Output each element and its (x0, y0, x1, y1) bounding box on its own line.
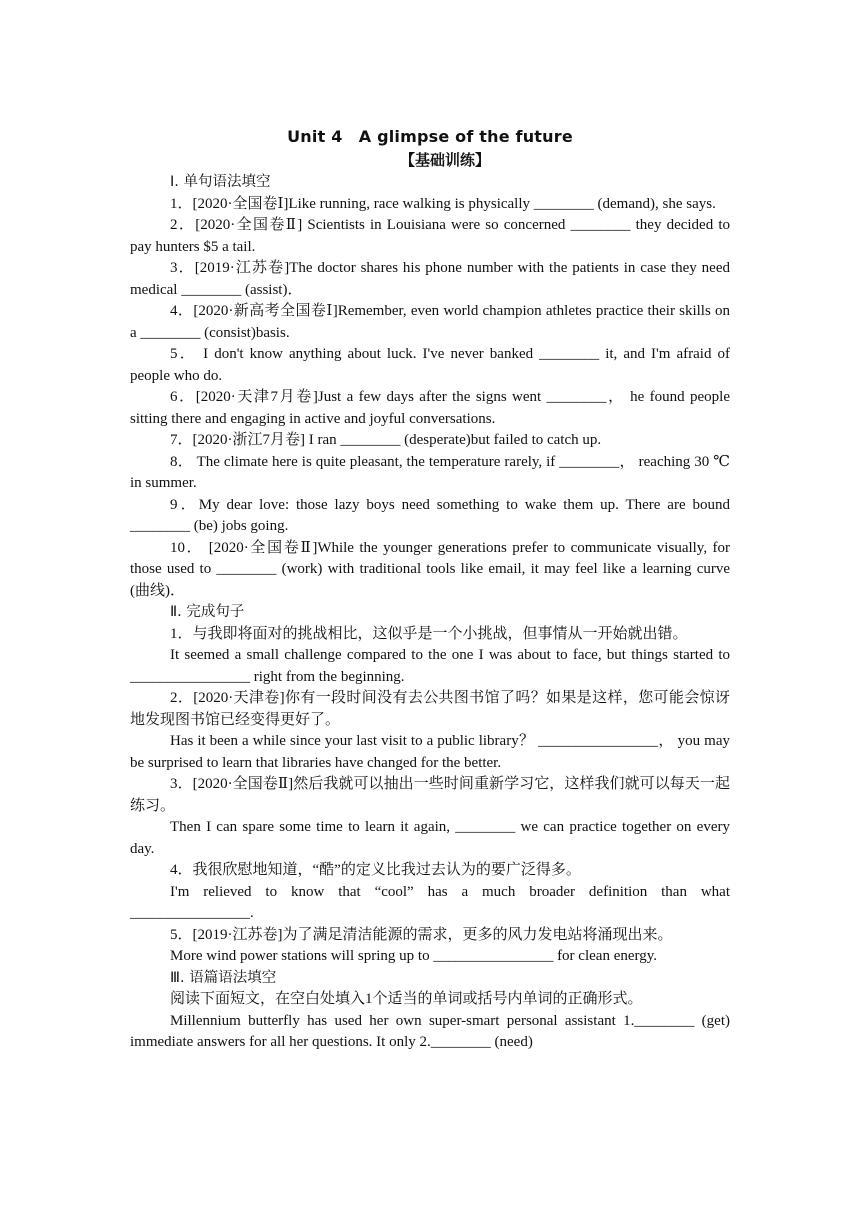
passage-text: Millennium butterfly has used her own super-smart personal assistant 1.________ (get) immediate answers for all her questions. It only 2.________ (need) (130, 1012, 730, 1050)
section-heading-3: Ⅲ. 语篇语法填空 (170, 969, 277, 986)
sentence-chinese: 1．与我即将面对的挑战相比，这似乎是一个小挑战，但事情从一开始就出错。 (170, 625, 688, 642)
sentence-english: I'm relieved to know that “cool” has a much broader definition than what ________________. (130, 883, 730, 921)
section-heading-2: Ⅱ. 完成句子 (170, 604, 245, 620)
page-subtitle: 【基础训练】 (399, 150, 490, 169)
sentence-english: It seemed a small challenge compared to the one I was about to face, but things started to ________________ right from the beginning. (130, 647, 730, 685)
section-instruction: 阅读下面短文，在空白处填入1个适当的单词或括号内单词的正确形式。 (170, 991, 643, 1007)
question-item: 5． I don't know anything about luck. I've never banked ________ it, and I'm afraid of people who do. (130, 346, 730, 384)
question-item: 3．[2019·江苏卷]The doctor shares his phone number with the patients in case they need medical ________ (assist)． (130, 260, 730, 298)
sentence-english: Has it been a while since your last visit to a public library？ ________________， you may be surprised to learn that libraries have changed for the better. (130, 733, 730, 771)
sentence-chinese: 2．[2020·天津卷]你有一段时间没有去公共图书馆了吗？如果是这样，您可能会惊讶地发现图书馆已经变得更好了。 (130, 690, 730, 728)
sentence-english: Then I can spare some time to learn it again, ________ we can practice together on every day. (130, 819, 730, 857)
question-item: 8． The climate here is quite pleasant, the temperature rarely, if ________， reaching 30 ℃ in summer. (130, 453, 730, 491)
sentence-chinese: 4．我很欣慰地知道，“酷”的定义比我过去认为的要广泛得多。 (170, 862, 581, 878)
question-item: 1．[2020·全国卷Ⅰ]Like running, race walking is physically ________ (demand), she says. (170, 195, 716, 212)
question-item: 9．My dear love: those lazy boys need something to wake them up. There are bound ________ (be) jobs going. (130, 496, 730, 534)
question-item: 7．[2020·浙江7月卷] I ran ________ (desperate)but failed to catch up. (170, 432, 602, 448)
question-item: 2．[2020·全国卷Ⅱ] Scientists in Louisiana were so concerned ________ they decided to pay hunters $5 a tail. (130, 217, 730, 255)
document-page (130, 126, 730, 1054)
question-item: 6．[2020·天津7月卷]Just a few days after the signs went ________， he found people sitting there and engaging in active and joyful conversations. (130, 389, 730, 427)
sentence-chinese: 3．[2020·全国卷Ⅱ]然后我就可以抽出一些时间重新学习它，这样我们就可以每天一起练习。 (130, 776, 730, 814)
page-title: Unit 4 A glimpse of the future (287, 127, 573, 146)
sentence-english: More wind power stations will spring up to ________________ for clean energy. (170, 948, 658, 964)
sentence-chinese: 5．[2019·江苏卷]为了满足清洁能源的需求，更多的风力发电站将涌现出来。 (170, 926, 673, 943)
section-heading-1: Ⅰ. 单句语法填空 (170, 174, 271, 190)
question-item: 10． [2020·全国卷Ⅱ]While the younger generations prefer to communicate visually, for those used to ________ (work) with traditional tools like email, it may feel like a learning curve (曲线)． (130, 539, 730, 599)
question-item: 4．[2020·新高考全国卷Ⅰ]Remember, even world champion athletes practice their skills on a ________ (consist)basis. (130, 303, 730, 341)
